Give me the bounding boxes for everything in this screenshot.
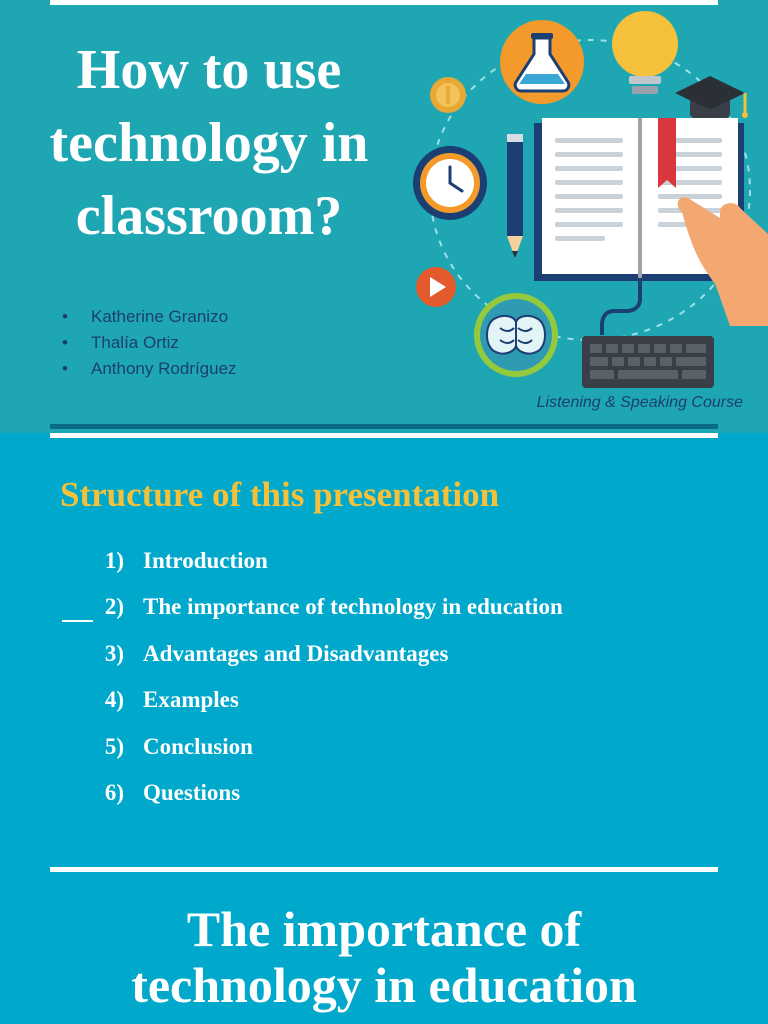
slide-title [4,34,414,253]
coin-icon [430,77,466,113]
education-illustration [400,0,768,390]
play-icon [416,267,456,307]
flask-icon [500,20,584,104]
author-item: • Thalía Ortiz [62,330,237,356]
agenda-text: Examples [143,687,239,713]
agenda-text: Advantages and Disadvantages [143,640,449,666]
agenda-text: Questions [143,779,241,805]
cable [602,281,640,335]
agenda-text: The importance of technology in education [143,594,563,620]
agenda-number: 2) [104,594,124,620]
title-line: The importance of [186,901,582,957]
agenda-text: Conclusion [143,733,253,759]
top-divider [50,867,718,872]
agenda-number: 5) [104,733,124,759]
keyboard-icon [582,336,714,388]
course-label: Listening & Speaking Course [536,394,743,411]
agenda-number: 4) [104,687,124,713]
agenda-number: 1) [104,548,124,573]
top-divider [50,433,718,438]
pencil-icon [507,134,523,258]
title-slide [0,0,768,433]
structure-slide [0,433,768,859]
agenda-item [100,775,563,821]
author-item: • Anthony Rodríguez [62,356,237,382]
graduation-cap-icon [675,76,748,122]
clock-icon [413,146,487,220]
agenda-item [100,636,563,682]
agenda-item [100,729,563,775]
agenda-number: 6) [104,779,124,805]
slide-title [0,901,768,1013]
brain-icon [474,293,558,377]
agenda-item [100,682,563,728]
slide-title: Structure of this presentation [60,475,500,514]
title-line: How to use [76,39,342,101]
agenda-list [100,543,563,821]
cursor-dash [62,620,93,622]
title-line: classroom? [75,185,343,247]
agenda-item [100,543,563,589]
importance-slide [0,859,768,1024]
title-line: technology in education [131,957,637,1013]
lightbulb-icon [612,11,678,94]
author-list [62,304,237,382]
author-item: • Katherine Granizo [62,304,237,330]
agenda-number: 3) [104,640,124,666]
title-line: technology in [49,112,369,174]
bottom-divider [50,424,718,429]
agenda-item [100,589,563,635]
agenda-text: Introduction [143,548,268,573]
